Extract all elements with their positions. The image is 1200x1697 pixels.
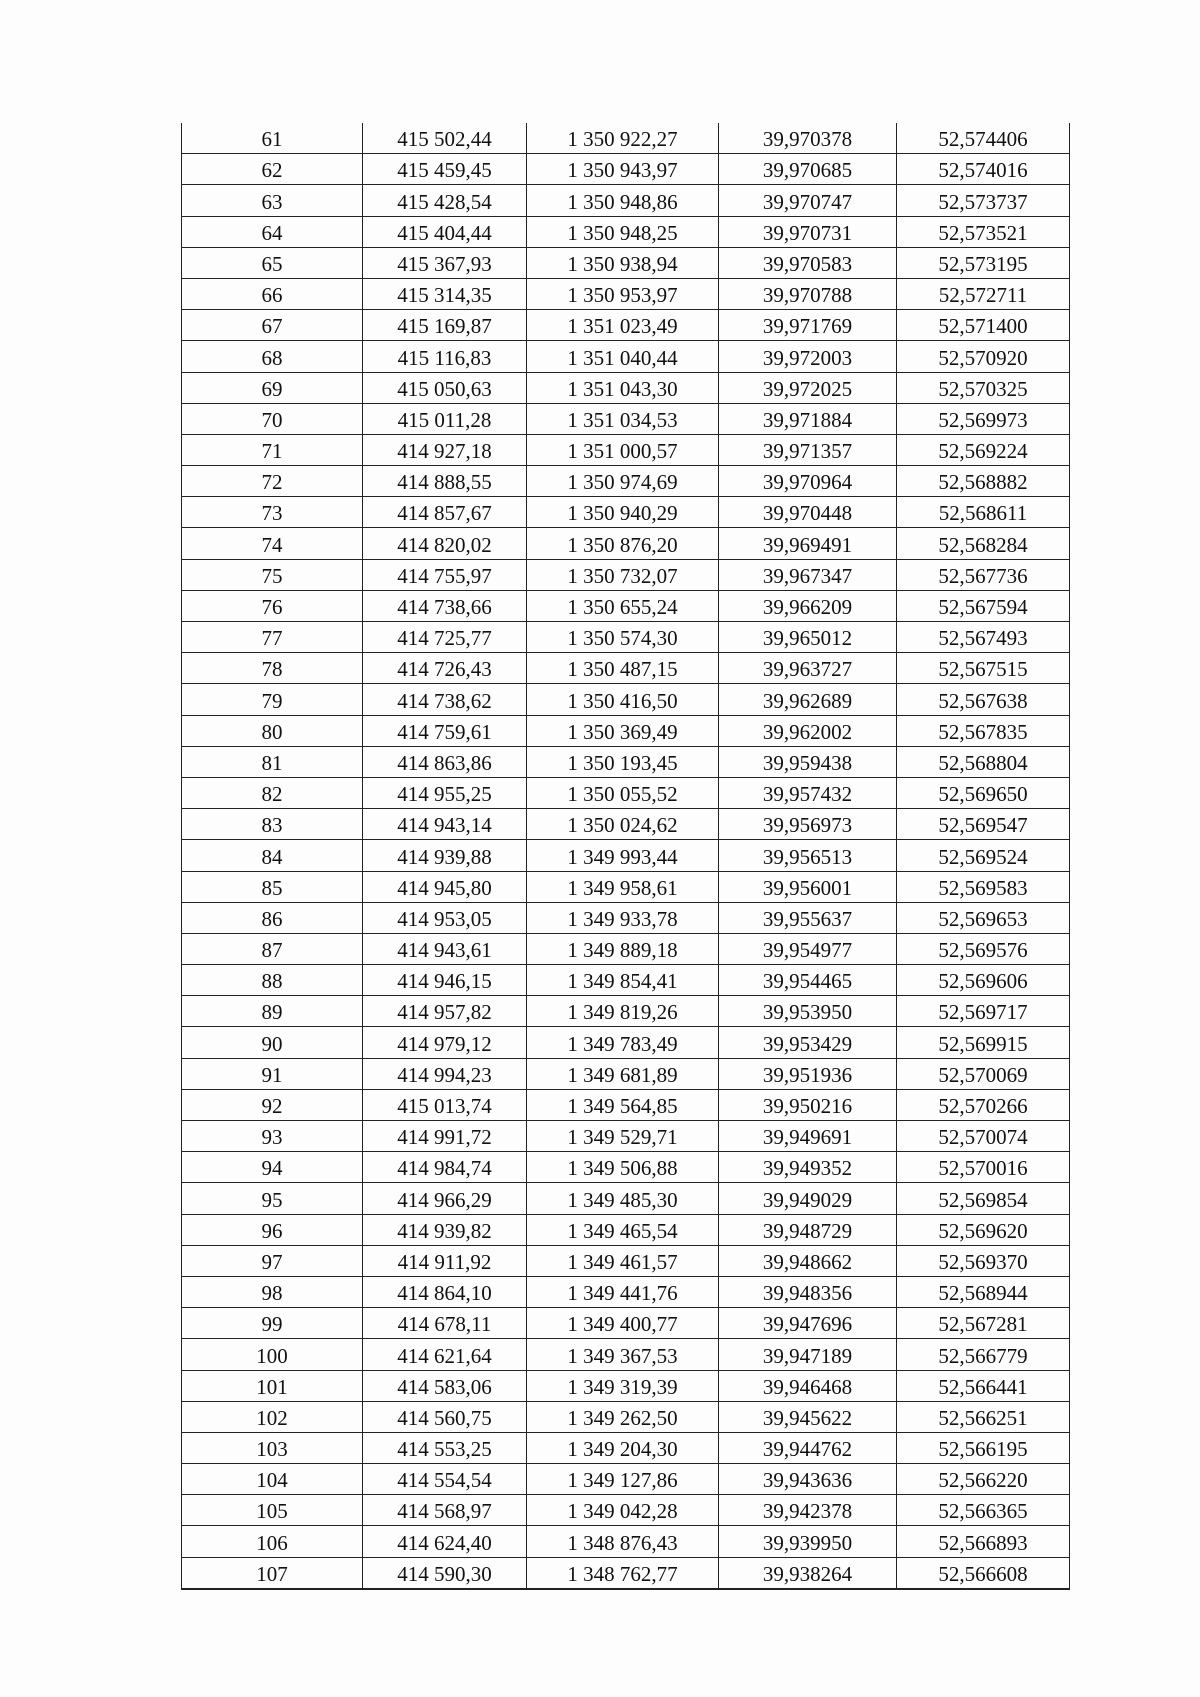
point-number-cell: 72 <box>182 466 363 497</box>
y-coordinate-cell: 1 351 040,44 <box>527 341 719 372</box>
x-coordinate-cell: 414 979,12 <box>363 1027 527 1058</box>
table-row <box>182 1245 1070 1276</box>
x-coordinate-cell: 414 738,66 <box>363 590 527 621</box>
point-number-cell: 97 <box>182 1245 363 1276</box>
longitude-cell: 52,566251 <box>897 1401 1070 1432</box>
table-row <box>182 996 1070 1027</box>
y-coordinate-cell: 1 349 681,89 <box>527 1058 719 1089</box>
latitude-cell: 39,971357 <box>719 434 897 465</box>
latitude-cell: 39,959438 <box>719 746 897 777</box>
latitude-cell: 39,951936 <box>719 1058 897 1089</box>
latitude-cell: 39,963727 <box>719 653 897 684</box>
latitude-cell: 39,962002 <box>719 715 897 746</box>
latitude-cell: 39,948662 <box>719 1245 897 1276</box>
longitude-cell: 52,570069 <box>897 1058 1070 1089</box>
x-coordinate-cell: 415 050,63 <box>363 372 527 403</box>
y-coordinate-cell: 1 351 034,53 <box>527 403 719 434</box>
point-number-cell: 69 <box>182 372 363 403</box>
y-coordinate-cell: 1 350 732,07 <box>527 559 719 590</box>
x-coordinate-cell: 414 553,25 <box>363 1432 527 1463</box>
longitude-cell: 52,569620 <box>897 1214 1070 1245</box>
longitude-cell: 52,570074 <box>897 1121 1070 1152</box>
latitude-cell: 39,965012 <box>719 622 897 653</box>
y-coordinate-cell: 1 349 400,77 <box>527 1308 719 1339</box>
latitude-cell: 39,957432 <box>719 777 897 808</box>
longitude-cell: 52,569576 <box>897 933 1070 964</box>
x-coordinate-cell: 415 428,54 <box>363 185 527 216</box>
latitude-cell: 39,972025 <box>719 372 897 403</box>
point-number-cell: 98 <box>182 1276 363 1307</box>
point-number-cell: 102 <box>182 1401 363 1432</box>
y-coordinate-cell: 1 349 819,26 <box>527 996 719 1027</box>
longitude-cell: 52,568611 <box>897 497 1070 528</box>
table-row <box>182 1339 1070 1370</box>
x-coordinate-cell: 414 738,62 <box>363 684 527 715</box>
longitude-cell: 52,567835 <box>897 715 1070 746</box>
point-number-cell: 71 <box>182 434 363 465</box>
longitude-cell: 52,569370 <box>897 1245 1070 1276</box>
latitude-cell: 39,943636 <box>719 1464 897 1495</box>
latitude-cell: 39,967347 <box>719 559 897 590</box>
y-coordinate-cell: 1 349 367,53 <box>527 1339 719 1370</box>
table-row <box>182 278 1070 309</box>
latitude-cell: 39,949352 <box>719 1152 897 1183</box>
point-number-cell: 94 <box>182 1152 363 1183</box>
x-coordinate-cell: 414 939,82 <box>363 1214 527 1245</box>
point-number-cell: 84 <box>182 840 363 871</box>
y-coordinate-cell: 1 349 042,28 <box>527 1495 719 1526</box>
longitude-cell: 52,568804 <box>897 746 1070 777</box>
y-coordinate-cell: 1 350 948,86 <box>527 185 719 216</box>
point-number-cell: 105 <box>182 1495 363 1526</box>
y-coordinate-cell: 1 349 127,86 <box>527 1464 719 1495</box>
x-coordinate-cell: 414 590,30 <box>363 1557 527 1589</box>
point-number-cell: 82 <box>182 777 363 808</box>
table-row <box>182 1214 1070 1245</box>
point-number-cell: 64 <box>182 216 363 247</box>
longitude-cell: 52,567594 <box>897 590 1070 621</box>
latitude-cell: 39,970964 <box>719 466 897 497</box>
longitude-cell: 52,567638 <box>897 684 1070 715</box>
point-number-cell: 76 <box>182 590 363 621</box>
longitude-cell: 52,574016 <box>897 154 1070 185</box>
latitude-cell: 39,939950 <box>719 1526 897 1557</box>
coordinates-table <box>181 123 1070 1590</box>
y-coordinate-cell: 1 349 564,85 <box>527 1089 719 1120</box>
latitude-cell: 39,972003 <box>719 341 897 372</box>
table-row <box>182 185 1070 216</box>
y-coordinate-cell: 1 350 574,30 <box>527 622 719 653</box>
x-coordinate-cell: 414 911,92 <box>363 1245 527 1276</box>
x-coordinate-cell: 414 583,06 <box>363 1370 527 1401</box>
latitude-cell: 39,956513 <box>719 840 897 871</box>
latitude-cell: 39,970448 <box>719 497 897 528</box>
table-row <box>182 871 1070 902</box>
longitude-cell: 52,573737 <box>897 185 1070 216</box>
point-number-cell: 65 <box>182 247 363 278</box>
table-row <box>182 1058 1070 1089</box>
y-coordinate-cell: 1 349 262,50 <box>527 1401 719 1432</box>
point-number-cell: 104 <box>182 1464 363 1495</box>
latitude-cell: 39,946468 <box>719 1370 897 1401</box>
x-coordinate-cell: 414 994,23 <box>363 1058 527 1089</box>
x-coordinate-cell: 414 939,88 <box>363 840 527 871</box>
y-coordinate-cell: 1 349 461,57 <box>527 1245 719 1276</box>
y-coordinate-cell: 1 350 487,15 <box>527 653 719 684</box>
latitude-cell: 39,970583 <box>719 247 897 278</box>
x-coordinate-cell: 414 820,02 <box>363 528 527 559</box>
point-number-cell: 107 <box>182 1557 363 1589</box>
table-row <box>182 1432 1070 1463</box>
point-number-cell: 95 <box>182 1183 363 1214</box>
table-row <box>182 684 1070 715</box>
y-coordinate-cell: 1 350 974,69 <box>527 466 719 497</box>
table-row <box>182 372 1070 403</box>
point-number-cell: 62 <box>182 154 363 185</box>
table-row <box>182 746 1070 777</box>
table-row <box>182 715 1070 746</box>
y-coordinate-cell: 1 349 783,49 <box>527 1027 719 1058</box>
longitude-cell: 52,566441 <box>897 1370 1070 1401</box>
y-coordinate-cell: 1 349 204,30 <box>527 1432 719 1463</box>
longitude-cell: 52,569717 <box>897 996 1070 1027</box>
point-number-cell: 75 <box>182 559 363 590</box>
longitude-cell: 52,570016 <box>897 1152 1070 1183</box>
y-coordinate-cell: 1 351 043,30 <box>527 372 719 403</box>
latitude-cell: 39,947189 <box>719 1339 897 1370</box>
x-coordinate-cell: 414 946,15 <box>363 965 527 996</box>
x-coordinate-cell: 414 678,11 <box>363 1308 527 1339</box>
latitude-cell: 39,956973 <box>719 809 897 840</box>
longitude-cell: 52,566608 <box>897 1557 1070 1589</box>
table-row <box>182 1495 1070 1526</box>
latitude-cell: 39,970788 <box>719 278 897 309</box>
y-coordinate-cell: 1 349 854,41 <box>527 965 719 996</box>
table-row <box>182 1276 1070 1307</box>
latitude-cell: 39,954465 <box>719 965 897 996</box>
point-number-cell: 101 <box>182 1370 363 1401</box>
y-coordinate-cell: 1 350 024,62 <box>527 809 719 840</box>
point-number-cell: 70 <box>182 403 363 434</box>
x-coordinate-cell: 414 984,74 <box>363 1152 527 1183</box>
longitude-cell: 52,574406 <box>897 123 1070 154</box>
latitude-cell: 39,970685 <box>719 154 897 185</box>
x-coordinate-cell: 414 888,55 <box>363 466 527 497</box>
point-number-cell: 85 <box>182 871 363 902</box>
table-row <box>182 933 1070 964</box>
x-coordinate-cell: 414 755,97 <box>363 559 527 590</box>
table-row <box>182 1464 1070 1495</box>
x-coordinate-cell: 415 314,35 <box>363 278 527 309</box>
table-row <box>182 341 1070 372</box>
y-coordinate-cell: 1 349 441,76 <box>527 1276 719 1307</box>
latitude-cell: 39,948729 <box>719 1214 897 1245</box>
longitude-cell: 52,566893 <box>897 1526 1070 1557</box>
latitude-cell: 39,938264 <box>719 1557 897 1589</box>
table-row <box>182 809 1070 840</box>
point-number-cell: 89 <box>182 996 363 1027</box>
y-coordinate-cell: 1 351 000,57 <box>527 434 719 465</box>
y-coordinate-cell: 1 350 655,24 <box>527 590 719 621</box>
table-row <box>182 902 1070 933</box>
point-number-cell: 78 <box>182 653 363 684</box>
table-row <box>182 1308 1070 1339</box>
table-row <box>182 1401 1070 1432</box>
point-number-cell: 66 <box>182 278 363 309</box>
point-number-cell: 81 <box>182 746 363 777</box>
longitude-cell: 52,567515 <box>897 653 1070 684</box>
point-number-cell: 96 <box>182 1214 363 1245</box>
y-coordinate-cell: 1 348 876,43 <box>527 1526 719 1557</box>
longitude-cell: 52,569524 <box>897 840 1070 871</box>
longitude-cell: 52,570920 <box>897 341 1070 372</box>
longitude-cell: 52,569915 <box>897 1027 1070 1058</box>
longitude-cell: 52,570325 <box>897 372 1070 403</box>
x-coordinate-cell: 414 560,75 <box>363 1401 527 1432</box>
x-coordinate-cell: 414 621,64 <box>363 1339 527 1370</box>
x-coordinate-cell: 415 013,74 <box>363 1089 527 1120</box>
table-row <box>182 622 1070 653</box>
y-coordinate-cell: 1 350 953,97 <box>527 278 719 309</box>
x-coordinate-cell: 414 945,80 <box>363 871 527 902</box>
table-row <box>182 1183 1070 1214</box>
latitude-cell: 39,947696 <box>719 1308 897 1339</box>
point-number-cell: 87 <box>182 933 363 964</box>
table-row <box>182 1370 1070 1401</box>
longitude-cell: 52,566779 <box>897 1339 1070 1370</box>
latitude-cell: 39,949029 <box>719 1183 897 1214</box>
point-number-cell: 91 <box>182 1058 363 1089</box>
point-number-cell: 88 <box>182 965 363 996</box>
table-row <box>182 1152 1070 1183</box>
longitude-cell: 52,571400 <box>897 310 1070 341</box>
point-number-cell: 92 <box>182 1089 363 1120</box>
y-coordinate-cell: 1 350 876,20 <box>527 528 719 559</box>
x-coordinate-cell: 415 011,28 <box>363 403 527 434</box>
longitude-cell: 52,569606 <box>897 965 1070 996</box>
table-row <box>182 310 1070 341</box>
latitude-cell: 39,970747 <box>719 185 897 216</box>
point-number-cell: 68 <box>182 341 363 372</box>
table-row <box>182 1526 1070 1557</box>
longitude-cell: 52,570266 <box>897 1089 1070 1120</box>
table-row <box>182 1557 1070 1589</box>
longitude-cell: 52,567493 <box>897 622 1070 653</box>
x-coordinate-cell: 415 459,45 <box>363 154 527 185</box>
latitude-cell: 39,949691 <box>719 1121 897 1152</box>
table-row <box>182 777 1070 808</box>
point-number-cell: 100 <box>182 1339 363 1370</box>
y-coordinate-cell: 1 348 762,77 <box>527 1557 719 1589</box>
y-coordinate-cell: 1 349 485,30 <box>527 1183 719 1214</box>
table-row <box>182 653 1070 684</box>
y-coordinate-cell: 1 349 319,39 <box>527 1370 719 1401</box>
table-row <box>182 216 1070 247</box>
table-row <box>182 1027 1070 1058</box>
x-coordinate-cell: 415 502,44 <box>363 123 527 154</box>
longitude-cell: 52,568882 <box>897 466 1070 497</box>
table-row <box>182 466 1070 497</box>
longitude-cell: 52,569547 <box>897 809 1070 840</box>
table-row <box>182 965 1070 996</box>
y-coordinate-cell: 1 350 922,27 <box>527 123 719 154</box>
latitude-cell: 39,955637 <box>719 902 897 933</box>
x-coordinate-cell: 414 624,40 <box>363 1526 527 1557</box>
latitude-cell: 39,954977 <box>719 933 897 964</box>
point-number-cell: 80 <box>182 715 363 746</box>
longitude-cell: 52,569650 <box>897 777 1070 808</box>
longitude-cell: 52,567281 <box>897 1308 1070 1339</box>
longitude-cell: 52,568944 <box>897 1276 1070 1307</box>
table-row <box>182 559 1070 590</box>
y-coordinate-cell: 1 350 938,94 <box>527 247 719 278</box>
latitude-cell: 39,969491 <box>719 528 897 559</box>
x-coordinate-cell: 414 955,25 <box>363 777 527 808</box>
longitude-cell: 52,573195 <box>897 247 1070 278</box>
longitude-cell: 52,573521 <box>897 216 1070 247</box>
table-row <box>182 403 1070 434</box>
table-row <box>182 840 1070 871</box>
y-coordinate-cell: 1 350 940,29 <box>527 497 719 528</box>
longitude-cell: 52,566220 <box>897 1464 1070 1495</box>
y-coordinate-cell: 1 350 416,50 <box>527 684 719 715</box>
x-coordinate-cell: 415 404,44 <box>363 216 527 247</box>
table-row <box>182 123 1070 154</box>
latitude-cell: 39,945622 <box>719 1401 897 1432</box>
point-number-cell: 99 <box>182 1308 363 1339</box>
x-coordinate-cell: 414 554,54 <box>363 1464 527 1495</box>
y-coordinate-cell: 1 349 506,88 <box>527 1152 719 1183</box>
y-coordinate-cell: 1 350 943,97 <box>527 154 719 185</box>
latitude-cell: 39,953950 <box>719 996 897 1027</box>
point-number-cell: 83 <box>182 809 363 840</box>
y-coordinate-cell: 1 350 055,52 <box>527 777 719 808</box>
point-number-cell: 90 <box>182 1027 363 1058</box>
longitude-cell: 52,569583 <box>897 871 1070 902</box>
x-coordinate-cell: 414 991,72 <box>363 1121 527 1152</box>
y-coordinate-cell: 1 349 933,78 <box>527 902 719 933</box>
x-coordinate-cell: 414 857,67 <box>363 497 527 528</box>
point-number-cell: 93 <box>182 1121 363 1152</box>
latitude-cell: 39,962689 <box>719 684 897 715</box>
y-coordinate-cell: 1 349 889,18 <box>527 933 719 964</box>
x-coordinate-cell: 414 957,82 <box>363 996 527 1027</box>
table-row <box>182 497 1070 528</box>
latitude-cell: 39,942378 <box>719 1495 897 1526</box>
y-coordinate-cell: 1 349 993,44 <box>527 840 719 871</box>
x-coordinate-cell: 414 943,14 <box>363 809 527 840</box>
longitude-cell: 52,567736 <box>897 559 1070 590</box>
coordinates-table-body <box>182 123 1070 1589</box>
y-coordinate-cell: 1 349 465,54 <box>527 1214 719 1245</box>
table-row <box>182 1089 1070 1120</box>
x-coordinate-cell: 414 943,61 <box>363 933 527 964</box>
y-coordinate-cell: 1 350 948,25 <box>527 216 719 247</box>
table-row <box>182 247 1070 278</box>
x-coordinate-cell: 414 568,97 <box>363 1495 527 1526</box>
latitude-cell: 39,956001 <box>719 871 897 902</box>
table-row <box>182 590 1070 621</box>
point-number-cell: 77 <box>182 622 363 653</box>
point-number-cell: 74 <box>182 528 363 559</box>
point-number-cell: 73 <box>182 497 363 528</box>
table-row <box>182 434 1070 465</box>
latitude-cell: 39,970378 <box>719 123 897 154</box>
table-row <box>182 528 1070 559</box>
latitude-cell: 39,948356 <box>719 1276 897 1307</box>
x-coordinate-cell: 414 863,86 <box>363 746 527 777</box>
longitude-cell: 52,569224 <box>897 434 1070 465</box>
longitude-cell: 52,568284 <box>897 528 1070 559</box>
point-number-cell: 61 <box>182 123 363 154</box>
point-number-cell: 86 <box>182 902 363 933</box>
x-coordinate-cell: 414 953,05 <box>363 902 527 933</box>
x-coordinate-cell: 414 966,29 <box>363 1183 527 1214</box>
x-coordinate-cell: 414 725,77 <box>363 622 527 653</box>
longitude-cell: 52,566365 <box>897 1495 1070 1526</box>
table-row <box>182 154 1070 185</box>
y-coordinate-cell: 1 350 369,49 <box>527 715 719 746</box>
x-coordinate-cell: 414 927,18 <box>363 434 527 465</box>
x-coordinate-cell: 414 864,10 <box>363 1276 527 1307</box>
point-number-cell: 79 <box>182 684 363 715</box>
x-coordinate-cell: 415 169,87 <box>363 310 527 341</box>
latitude-cell: 39,966209 <box>719 590 897 621</box>
table-row <box>182 1121 1070 1152</box>
latitude-cell: 39,970731 <box>719 216 897 247</box>
x-coordinate-cell: 414 759,61 <box>363 715 527 746</box>
y-coordinate-cell: 1 349 529,71 <box>527 1121 719 1152</box>
x-coordinate-cell: 415 367,93 <box>363 247 527 278</box>
latitude-cell: 39,944762 <box>719 1432 897 1463</box>
y-coordinate-cell: 1 350 193,45 <box>527 746 719 777</box>
latitude-cell: 39,950216 <box>719 1089 897 1120</box>
latitude-cell: 39,971769 <box>719 310 897 341</box>
latitude-cell: 39,953429 <box>719 1027 897 1058</box>
longitude-cell: 52,569973 <box>897 403 1070 434</box>
point-number-cell: 103 <box>182 1432 363 1463</box>
y-coordinate-cell: 1 351 023,49 <box>527 310 719 341</box>
point-number-cell: 63 <box>182 185 363 216</box>
x-coordinate-cell: 415 116,83 <box>363 341 527 372</box>
latitude-cell: 39,971884 <box>719 403 897 434</box>
point-number-cell: 67 <box>182 310 363 341</box>
longitude-cell: 52,569653 <box>897 902 1070 933</box>
point-number-cell: 106 <box>182 1526 363 1557</box>
longitude-cell: 52,566195 <box>897 1432 1070 1463</box>
longitude-cell: 52,572711 <box>897 278 1070 309</box>
x-coordinate-cell: 414 726,43 <box>363 653 527 684</box>
y-coordinate-cell: 1 349 958,61 <box>527 871 719 902</box>
longitude-cell: 52,569854 <box>897 1183 1070 1214</box>
